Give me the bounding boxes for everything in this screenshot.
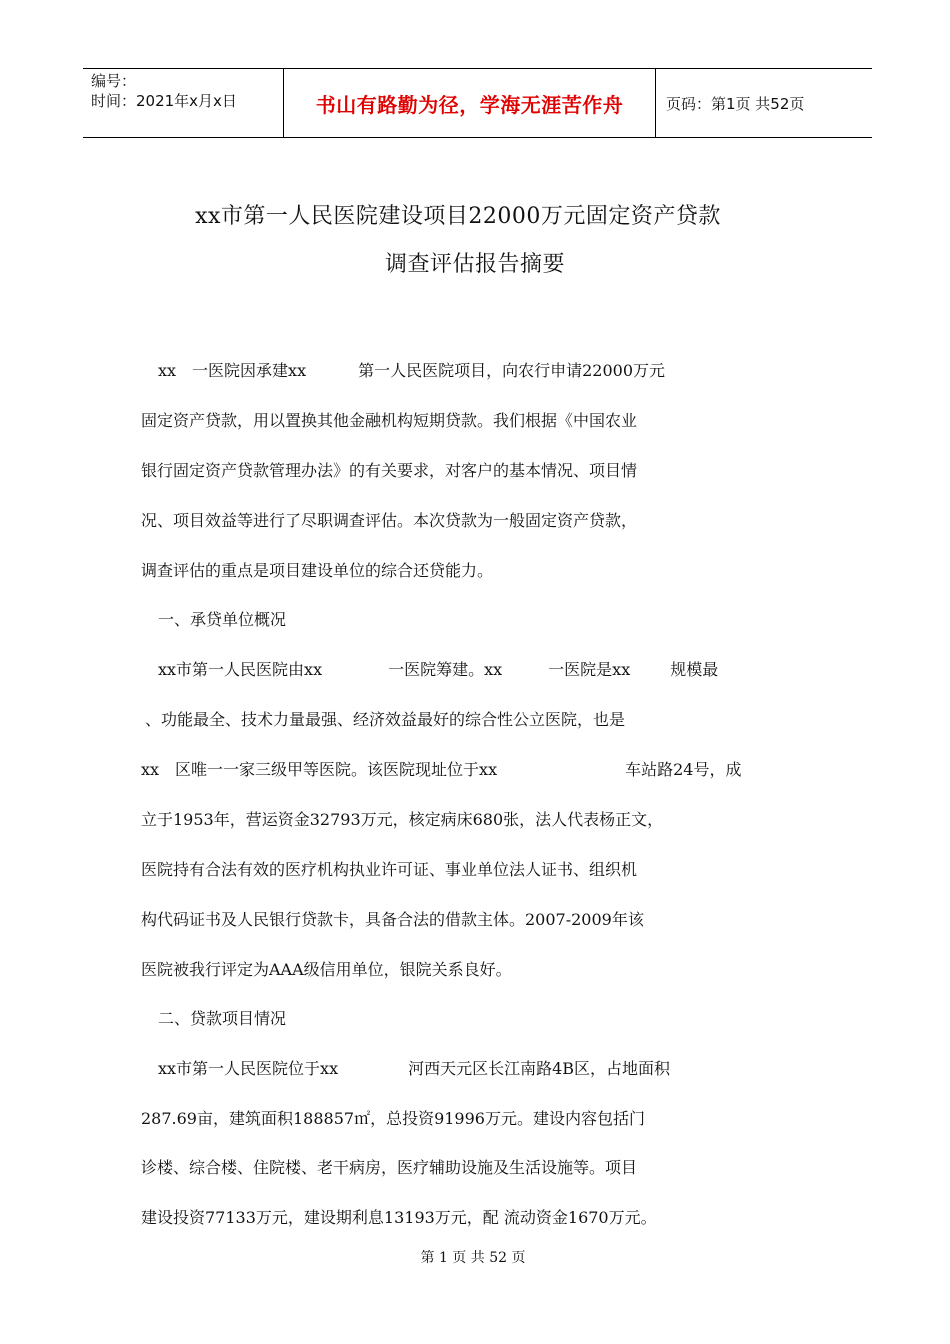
section-heading-2: 二、贷款项目情况: [158, 1009, 287, 1028]
text-fragment: 第一人民医院项目，向农行申请22000万元: [358, 361, 666, 380]
page-footer: 第 1 页 共 52 页: [420, 1250, 526, 1266]
section-heading-1: 一、承贷单位概况: [158, 610, 287, 629]
document-title-line-2: 调查评估报告摘要: [384, 252, 565, 277]
paragraph-2-line-4: 立于1953年，营运资金32793万元，核定病床680张，法人代表杨正文，: [141, 810, 664, 829]
page-label: 页码：第1页 共52页: [666, 94, 805, 113]
text-fragment: xx市第一人民医院位于xx: [158, 1059, 339, 1078]
paragraph-2-line-7: 医院被我行评定为AAA级信用单位，银院关系良好。: [141, 960, 512, 979]
text-fragment: 一医院筹建。xx: [388, 660, 503, 679]
document-header: [83, 68, 872, 138]
number-label: 编号：: [91, 72, 137, 90]
motto-text: 书山有路勤为径，学海无涯苦作舟: [315, 92, 624, 117]
header-page-cell: [656, 69, 872, 137]
paragraph-3-line-4: 建设投资77133万元，建设期利息13193万元，配 流动资金1670万元。: [141, 1208, 657, 1227]
paragraph-3-line-3: 诊楼、综合楼、住院楼、老干病房，医疗辅助设施及生活设施等。项目: [141, 1158, 638, 1177]
time-label: 时间：2021年x月x日: [91, 92, 237, 110]
text-fragment: 一医院因承建xx: [192, 361, 307, 380]
paragraph-2-line-2: 、功能最全、技术力量最强、经济效益最好的综合性公立医院，也是: [145, 710, 626, 729]
paragraph-3-line-1: [158, 1059, 670, 1079]
paragraph-2-line-1: [158, 660, 718, 680]
text-fragment: 区唯一一家三级甲等医院。该医院现址位于xx: [175, 760, 498, 779]
paragraph-1-line-1: [158, 361, 665, 381]
text-fragment: 河西天元区长江南路4B区，占地面积: [408, 1059, 671, 1078]
paragraph-1-line-5: 调查评估的重点是项目建设单位的综合还贷能力。: [141, 561, 494, 580]
text-fragment: xx: [141, 760, 160, 779]
header-motto-cell: [284, 69, 656, 137]
text-fragment: xx: [158, 361, 177, 380]
paragraph-2-line-6: 构代码证书及人民银行贷款卡，具备合法的借款主体。2007-2009年该: [141, 910, 644, 929]
paragraph-2-line-5: 医院持有合法有效的医疗机构执业许可证、事业单位法人证书、组织机: [141, 860, 638, 879]
header-meta-cell: [83, 69, 284, 137]
text-fragment: 车站路24号，成: [625, 760, 742, 779]
text-fragment: 规模最: [670, 660, 719, 679]
text-fragment: 一医院是xx: [548, 660, 631, 679]
document-title-line-1: xx市第一人民医院建设项目22000万元固定资产贷款: [195, 204, 721, 229]
paragraph-3-line-2: 287.69亩，建筑面积188857㎡，总投资91996万元。建设内容包括门: [141, 1109, 645, 1128]
paragraph-1-line-2: 固定资产贷款，用以置换其他金融机构短期贷款。我们根据《中国农业: [141, 411, 638, 430]
paragraph-1-line-4: 况、项目效益等进行了尽职调查评估。本次贷款为一般固定资产贷款，: [141, 511, 638, 530]
text-fragment: xx市第一人民医院由xx: [158, 660, 323, 679]
paragraph-2-line-3: [141, 760, 741, 780]
paragraph-1-line-3: 银行固定资产贷款管理办法》的有关要求，对客户的基本情况、项目情: [141, 461, 638, 480]
